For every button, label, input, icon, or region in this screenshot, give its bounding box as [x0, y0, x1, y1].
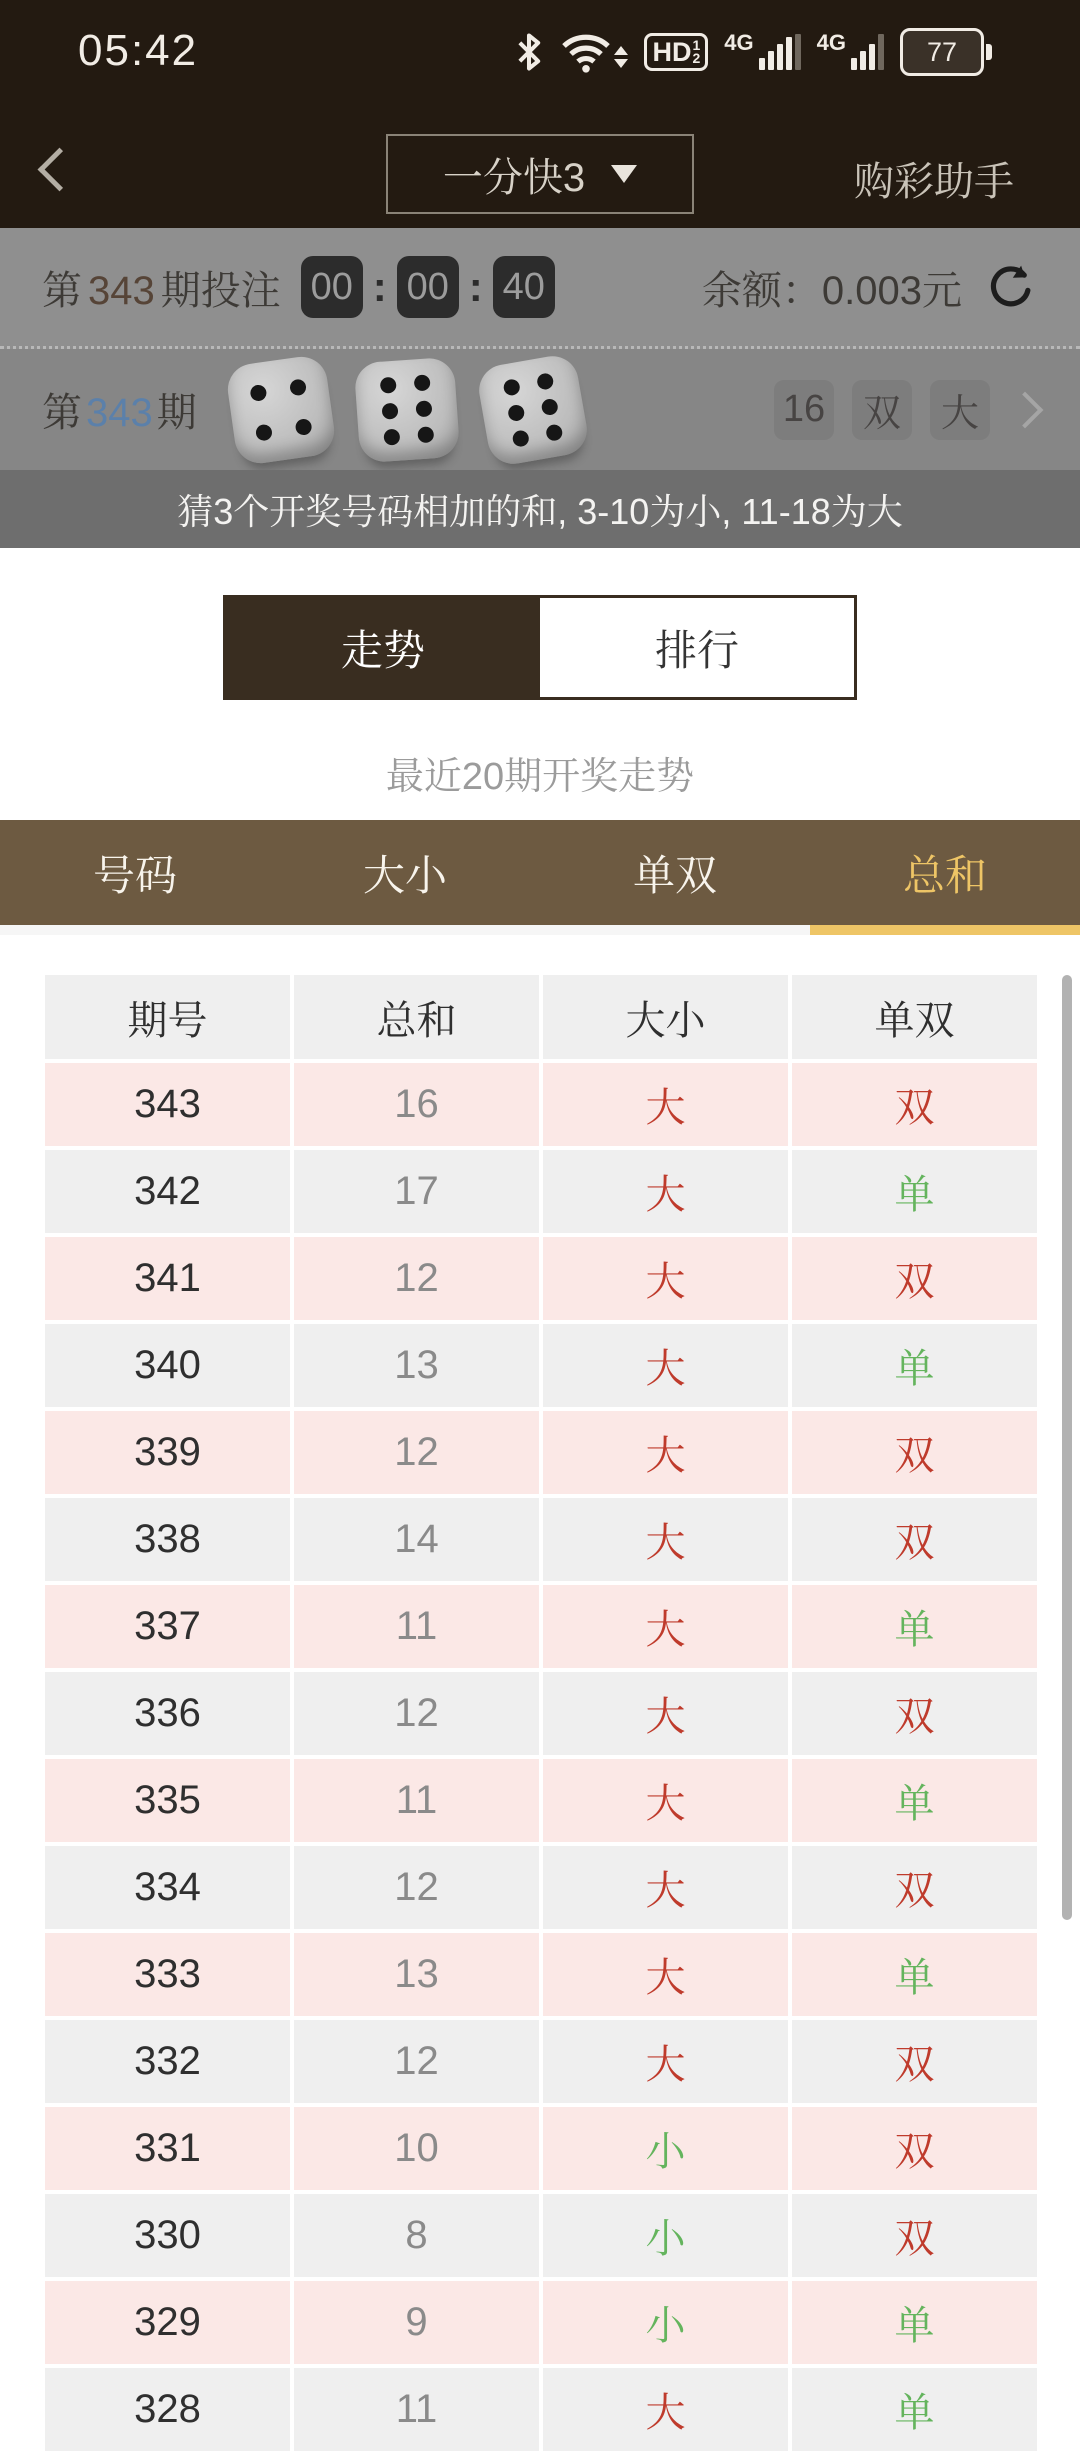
- table-row: [45, 1324, 1037, 1407]
- cell-period: 343: [45, 1063, 290, 1146]
- tab-trend[interactable]: 走势: [226, 598, 540, 697]
- countdown-hours: 00: [301, 256, 363, 318]
- header-parity: 单双: [792, 975, 1037, 1059]
- table-row: [45, 2107, 1037, 2190]
- wifi-traffic-arrows-icon: [614, 46, 628, 68]
- tab-rank[interactable]: 排行: [540, 598, 854, 697]
- countdown-seconds: 40: [493, 256, 555, 318]
- cell-size: 小: [543, 2194, 788, 2277]
- cell-parity: 双: [792, 2194, 1037, 2277]
- cell-sum: 9: [294, 2281, 539, 2364]
- cell-period: 331: [45, 2107, 290, 2190]
- size-badge: 大: [930, 380, 990, 440]
- cell-period: 330: [45, 2194, 290, 2277]
- signal-4g-icon-2: 4G: [817, 34, 884, 70]
- cell-period: 333: [45, 1933, 290, 2016]
- cell-period: 329: [45, 2281, 290, 2364]
- cell-size: 大: [543, 1759, 788, 1842]
- cell-period: 332: [45, 2020, 290, 2103]
- cell-sum: 12: [294, 1846, 539, 1929]
- tab-bigsmall[interactable]: 大小: [362, 851, 447, 899]
- cell-sum: 11: [294, 1585, 539, 1668]
- table-row: [45, 1498, 1037, 1581]
- cell-size: 大: [543, 2020, 788, 2103]
- cell-parity: 双: [792, 1237, 1037, 1320]
- table-row: [45, 1237, 1037, 1320]
- refresh-balance-icon[interactable]: [984, 260, 1038, 314]
- cell-size: 大: [543, 2368, 788, 2451]
- bluetooth-icon: [514, 30, 544, 74]
- cell-size: 大: [543, 1846, 788, 1929]
- cell-parity: 双: [792, 2020, 1037, 2103]
- trend-table: [45, 975, 1037, 2455]
- header-bar: [0, 0, 1080, 228]
- chevron-right-icon[interactable]: [1007, 391, 1044, 428]
- cell-size: 小: [543, 2107, 788, 2190]
- active-tab-underline: [810, 925, 1080, 935]
- cell-parity: 双: [792, 1411, 1037, 1494]
- lottery-selector-dropdown[interactable]: [386, 134, 694, 214]
- cell-parity: 单: [792, 1759, 1037, 1842]
- table-row: [45, 1063, 1037, 1146]
- cell-size: 大: [543, 1063, 788, 1146]
- cell-sum: 11: [294, 1759, 539, 1842]
- die: [224, 353, 337, 466]
- chevron-down-icon: [611, 165, 637, 183]
- cell-sum: 16: [294, 1063, 539, 1146]
- wifi-icon: [560, 30, 628, 74]
- header-sum: 总和: [294, 975, 539, 1059]
- table-row: [45, 2194, 1037, 2277]
- balance-label: 余额：: [701, 268, 822, 313]
- table-scrollbar[interactable]: [1062, 975, 1072, 1920]
- cell-parity: 双: [792, 1672, 1037, 1755]
- cell-period: 340: [45, 1324, 290, 1407]
- tab-numbers[interactable]: 号码: [92, 851, 177, 899]
- result-period-label: 第 343 期: [42, 391, 197, 435]
- bet-countdown-bar: [0, 228, 1080, 349]
- sum-badge: 16: [774, 380, 834, 440]
- cell-sum: 14: [294, 1498, 539, 1581]
- cell-sum: 17: [294, 1150, 539, 1233]
- cell-period: 339: [45, 1411, 290, 1494]
- trend-table-body: [45, 1063, 1037, 2451]
- cell-period: 342: [45, 1150, 290, 1233]
- table-row: [45, 1150, 1037, 1233]
- header-period: 期号: [45, 975, 290, 1059]
- cell-sum: 12: [294, 1672, 539, 1755]
- table-row: [45, 2368, 1037, 2451]
- result-period-number: 343: [86, 391, 153, 435]
- cell-size: 大: [543, 1585, 788, 1668]
- bet-period-number: 343: [88, 268, 155, 313]
- table-row: [45, 2020, 1037, 2103]
- hd-volte-icon: HD 1 2: [644, 33, 708, 71]
- bet-period-label: 第 343 期投注: [42, 268, 281, 313]
- cell-period: 338: [45, 1498, 290, 1581]
- purchase-assistant-button[interactable]: 购彩助手: [854, 160, 1014, 204]
- countdown-minutes: 00: [397, 256, 459, 318]
- cell-size: 大: [543, 1933, 788, 2016]
- countdown-timer: 00 : 00 : 40: [301, 256, 555, 318]
- lottery-title: 一分快3: [442, 155, 586, 200]
- cell-sum: 12: [294, 1237, 539, 1320]
- battery-icon: [900, 28, 992, 76]
- cell-sum: 11: [294, 2368, 539, 2451]
- die: [475, 352, 591, 468]
- cell-size: 大: [543, 1498, 788, 1581]
- cell-sum: 13: [294, 1933, 539, 2016]
- cell-sum: 10: [294, 2107, 539, 2190]
- status-icon-tray: [514, 26, 992, 78]
- cell-period: 328: [45, 2368, 290, 2451]
- last-result-row[interactable]: [0, 349, 1080, 470]
- parity-badge: 双: [852, 380, 912, 440]
- cell-parity: 双: [792, 1846, 1037, 1929]
- signal-4g-icon-1: 4G: [724, 34, 800, 70]
- game-hint-bar: 猜3个开奖号码相加的和, 3-10为小, 11-18为大: [0, 470, 1080, 548]
- die: [353, 356, 460, 463]
- cell-sum: 8: [294, 2194, 539, 2277]
- cell-sum: 12: [294, 2020, 539, 2103]
- table-row: [45, 1672, 1037, 1755]
- cell-parity: 单: [792, 1150, 1037, 1233]
- cell-parity: 单: [792, 1585, 1037, 1668]
- cell-size: 小: [543, 2281, 788, 2364]
- table-row: [45, 1759, 1037, 1842]
- table-row: [45, 1585, 1037, 1668]
- balance-display: [702, 259, 1038, 316]
- table-row: [45, 1846, 1037, 1929]
- cell-size: 大: [543, 1150, 788, 1233]
- tab-sum[interactable]: 总和: [902, 851, 987, 899]
- trend-category-tabs: [0, 820, 1080, 925]
- cell-parity: 单: [792, 2368, 1037, 2451]
- cell-size: 大: [543, 1411, 788, 1494]
- cell-parity: 单: [792, 1324, 1037, 1407]
- tab-oddeven[interactable]: 单双: [632, 851, 717, 899]
- cell-parity: 单: [792, 2281, 1037, 2364]
- balance-value: 0.003元: [821, 268, 962, 313]
- result-badges: [774, 380, 1038, 440]
- table-row: [45, 2281, 1037, 2364]
- table-row: [45, 1933, 1037, 2016]
- cell-parity: 单: [792, 1933, 1037, 2016]
- tab-underline-strip: [0, 925, 1080, 935]
- cell-size: 大: [543, 1324, 788, 1407]
- cell-sum: 12: [294, 1411, 539, 1494]
- cell-size: 大: [543, 1672, 788, 1755]
- cell-parity: 双: [792, 1063, 1037, 1146]
- cell-period: 334: [45, 1846, 290, 1929]
- cell-parity: 双: [792, 1498, 1037, 1581]
- cell-parity: 双: [792, 2107, 1037, 2190]
- battery-percent: 77: [926, 36, 958, 67]
- table-row: [45, 1411, 1037, 1494]
- dice-row: [231, 360, 583, 460]
- status-time: 05:42: [78, 26, 199, 75]
- back-button[interactable]: [38, 148, 82, 192]
- view-toggle: [223, 595, 857, 700]
- cell-period: 335: [45, 1759, 290, 1842]
- cell-period: 341: [45, 1237, 290, 1320]
- header-size: 大小: [543, 975, 788, 1059]
- table-header-row: [45, 975, 1037, 1059]
- trend-caption: 最近20期开奖走势: [385, 756, 695, 798]
- cell-sum: 13: [294, 1324, 539, 1407]
- cell-size: 大: [543, 1237, 788, 1320]
- cell-period: 336: [45, 1672, 290, 1755]
- cell-period: 337: [45, 1585, 290, 1668]
